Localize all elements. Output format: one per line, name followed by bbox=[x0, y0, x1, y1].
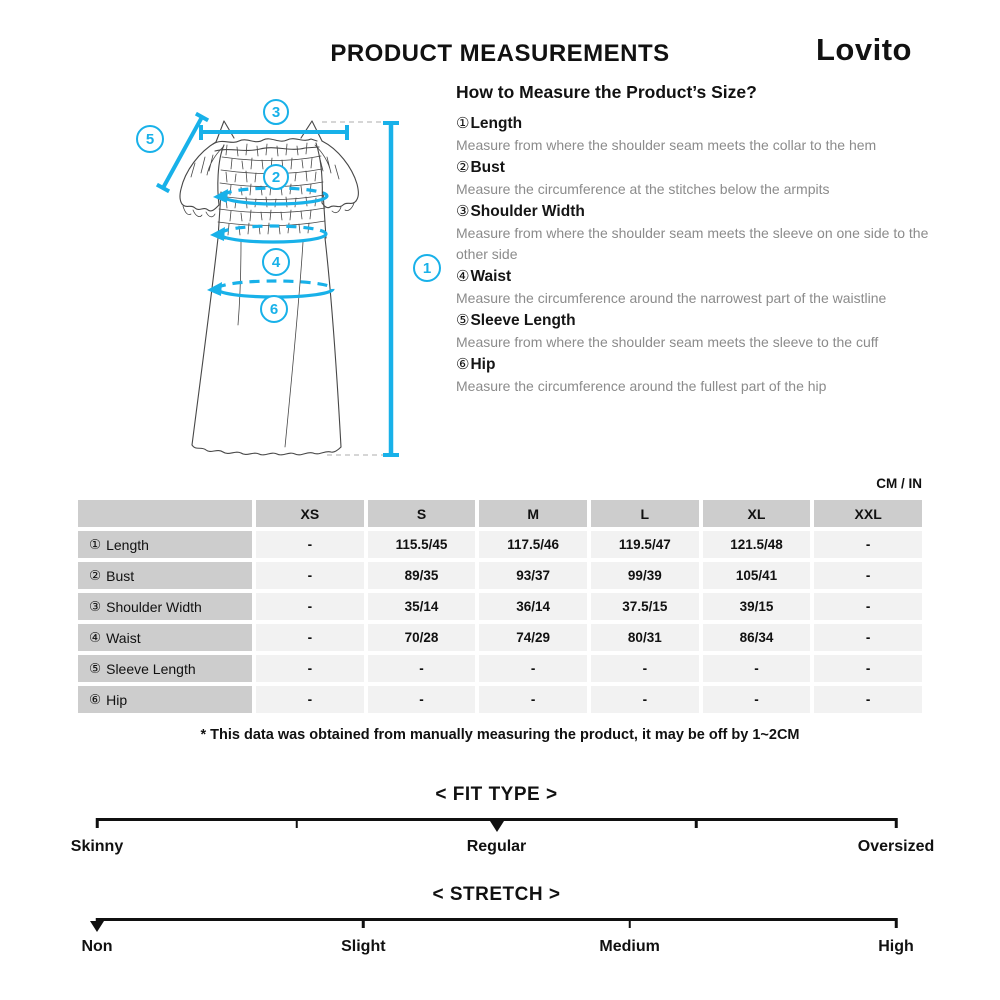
stretch-line bbox=[97, 918, 896, 921]
howto-item-description: Measure the circumference around the fullest part of the hip bbox=[456, 378, 827, 394]
howto-item-title bbox=[456, 200, 932, 223]
row-label-text: Shoulder Width bbox=[106, 598, 202, 615]
page-title: PRODUCT MEASUREMENTS bbox=[330, 40, 670, 67]
howto-item-label: Bust bbox=[470, 159, 505, 176]
row-number: ⑥ bbox=[89, 691, 102, 708]
cell-waist-xl: 86/34 bbox=[703, 624, 811, 651]
callout-number-1: 1 bbox=[422, 260, 432, 277]
stretch-label-slight: Slight bbox=[341, 938, 386, 955]
howto-item-description: Measure from where the shoulder seam meets the sleeve on one side to the other side bbox=[456, 225, 929, 262]
stretch-heading: < STRETCH > bbox=[432, 884, 561, 905]
row-label-text: Length bbox=[106, 536, 149, 553]
cell-length-xs: - bbox=[256, 531, 364, 558]
howto-item-label: Waist bbox=[470, 268, 512, 285]
howto-item-number: ④ bbox=[456, 267, 470, 285]
row-label-bust bbox=[78, 562, 252, 589]
row-label-text: Sleeve Length bbox=[106, 660, 196, 677]
callout-number-6: 6 bbox=[269, 301, 279, 318]
cell-length-xl: 121.5/48 bbox=[703, 531, 811, 558]
stretch-label-medium: Medium bbox=[599, 938, 660, 955]
howto-item-number: ⑥ bbox=[456, 355, 470, 373]
cell-sleeve-length-xs: - bbox=[256, 655, 364, 682]
units-label: CM / IN bbox=[876, 476, 922, 491]
cell-sleeve-length-m: - bbox=[479, 655, 587, 682]
cell-shoulder-width-xxl: - bbox=[814, 593, 922, 620]
column-header-xl: XL bbox=[703, 500, 811, 527]
fit-type-heading: < FIT TYPE > bbox=[435, 784, 558, 805]
howto-item-description: Measure the circumference at the stitches below the armpits bbox=[456, 181, 830, 197]
cell-length-l: 119.5/47 bbox=[591, 531, 699, 558]
cell-hip-s: - bbox=[368, 686, 476, 713]
callout-number-3: 3 bbox=[271, 104, 281, 121]
stretch-track bbox=[97, 918, 896, 931]
howto-item-number: ③ bbox=[456, 202, 470, 220]
cell-shoulder-width-l: 37.5/15 bbox=[591, 593, 699, 620]
row-label-text: Hip bbox=[106, 691, 128, 708]
stretch-end-cap bbox=[895, 918, 898, 928]
row-label-text: Bust bbox=[106, 567, 135, 584]
howto-item-description: Measure from where the shoulder seam meets the collar to the hem bbox=[456, 137, 877, 153]
howto-item-bust bbox=[456, 156, 932, 200]
cell-waist-m: 74/29 bbox=[479, 624, 587, 651]
cell-bust-xs: - bbox=[256, 562, 364, 589]
table-corner-cell bbox=[78, 500, 252, 527]
brand-logo: Lovito bbox=[816, 32, 912, 67]
row-number: ④ bbox=[89, 629, 102, 646]
cell-shoulder-width-xs: - bbox=[256, 593, 364, 620]
fit-type-label-regular: Regular bbox=[466, 838, 527, 855]
shoulder-width-line bbox=[201, 125, 347, 140]
howto-item-title bbox=[456, 353, 932, 376]
fit-type-label-oversized: Oversized bbox=[857, 838, 935, 855]
cell-length-m: 117.5/46 bbox=[479, 531, 587, 558]
howto-item-label: Shoulder Width bbox=[470, 203, 585, 220]
howto-section bbox=[456, 82, 932, 397]
stretch-tick bbox=[362, 918, 365, 928]
howto-item-sleeve-length bbox=[456, 309, 932, 353]
row-label-shoulder-width bbox=[78, 593, 252, 620]
cell-sleeve-length-xxl: - bbox=[814, 655, 922, 682]
cell-sleeve-length-l: - bbox=[591, 655, 699, 682]
cell-waist-xs: - bbox=[256, 624, 364, 651]
howto-list bbox=[456, 112, 932, 397]
cell-hip-xxl: - bbox=[814, 686, 922, 713]
fit-type-end-cap bbox=[895, 818, 898, 828]
cell-hip-xl: - bbox=[703, 686, 811, 713]
cell-bust-xl: 105/41 bbox=[703, 562, 811, 589]
fit-type-tick bbox=[695, 818, 698, 828]
footnote: * This data was obtained from manually measuring the product, it may be off by 1~2CM bbox=[200, 727, 800, 743]
callout-number-5: 5 bbox=[145, 131, 155, 148]
column-header-m: M bbox=[479, 500, 587, 527]
stretch-labels bbox=[81, 938, 914, 958]
howto-heading: How to Measure the Product’s Size? bbox=[456, 82, 757, 102]
howto-item-title bbox=[456, 265, 932, 288]
cell-bust-m: 93/37 bbox=[479, 562, 587, 589]
howto-item-label: Hip bbox=[470, 356, 496, 373]
cell-sleeve-length-xl: - bbox=[703, 655, 811, 682]
fit-type-label-skinny: Skinny bbox=[70, 838, 124, 855]
cell-bust-xxl: - bbox=[814, 562, 922, 589]
fit-type-tick bbox=[296, 818, 299, 828]
howto-item-description: Measure the circumference around the narrowest part of the waistline bbox=[456, 290, 887, 306]
fit-type-end-cap bbox=[96, 818, 99, 828]
cell-waist-s: 70/28 bbox=[368, 624, 476, 651]
howto-item-shoulder-width bbox=[456, 200, 932, 265]
howto-item-label: Length bbox=[470, 115, 523, 132]
howto-item-title bbox=[456, 309, 932, 332]
measurement-annotations bbox=[137, 100, 440, 455]
stretch-marker bbox=[90, 921, 104, 932]
cell-shoulder-width-xl: 39/15 bbox=[703, 593, 811, 620]
stretch-label-non: Non bbox=[81, 938, 113, 955]
row-label-waist bbox=[78, 624, 252, 651]
howto-item-hip bbox=[456, 353, 932, 397]
stretch-tick bbox=[628, 918, 631, 928]
cell-sleeve-length-s: - bbox=[368, 655, 476, 682]
fit-type-marker bbox=[490, 821, 504, 832]
howto-item-number: ⑤ bbox=[456, 311, 470, 329]
row-label-sleeve-length bbox=[78, 655, 252, 682]
fit-type-track bbox=[97, 818, 896, 831]
callout-number-2: 2 bbox=[271, 169, 281, 186]
column-header-l: L bbox=[591, 500, 699, 527]
howto-item-number: ② bbox=[456, 158, 470, 176]
dress-diagram bbox=[95, 85, 450, 475]
row-label-text: Waist bbox=[106, 629, 141, 646]
fit-type-scale bbox=[70, 784, 935, 858]
howto-item-number: ① bbox=[456, 114, 470, 132]
row-number: ③ bbox=[89, 598, 102, 615]
cell-hip-m: - bbox=[479, 686, 587, 713]
column-header-s: S bbox=[368, 500, 476, 527]
length-line bbox=[383, 123, 399, 455]
column-header-xxl: XXL bbox=[814, 500, 922, 527]
column-header-xs: XS bbox=[256, 500, 364, 527]
cell-bust-s: 89/35 bbox=[368, 562, 476, 589]
cell-bust-l: 99/39 bbox=[591, 562, 699, 589]
howto-item-description: Measure from where the shoulder seam meets the sleeve to the cuff bbox=[456, 334, 879, 350]
howto-item-length bbox=[456, 112, 932, 156]
cell-shoulder-width-s: 35/14 bbox=[368, 593, 476, 620]
cell-length-xxl: - bbox=[814, 531, 922, 558]
fit-type-labels bbox=[70, 838, 935, 858]
bust-ellipse bbox=[213, 188, 327, 204]
dress-illustration bbox=[95, 85, 450, 475]
row-number: ⑤ bbox=[89, 660, 102, 677]
cell-waist-l: 80/31 bbox=[591, 624, 699, 651]
size-table bbox=[78, 500, 922, 713]
cell-shoulder-width-m: 36/14 bbox=[479, 593, 587, 620]
row-number: ② bbox=[89, 567, 102, 584]
stretch-scale bbox=[81, 884, 914, 958]
hip-ellipse bbox=[207, 281, 333, 297]
howto-item-label: Sleeve Length bbox=[470, 312, 576, 329]
row-number: ① bbox=[89, 536, 102, 553]
cell-length-s: 115.5/45 bbox=[368, 531, 476, 558]
callout-number-4: 4 bbox=[271, 254, 281, 271]
howto-item-title bbox=[456, 112, 932, 135]
row-label-length bbox=[78, 531, 252, 558]
howto-item-title bbox=[456, 156, 932, 179]
cell-hip-xs: - bbox=[256, 686, 364, 713]
cell-hip-l: - bbox=[591, 686, 699, 713]
cell-waist-xxl: - bbox=[814, 624, 922, 651]
stretch-label-high: High bbox=[878, 938, 914, 955]
howto-item-waist bbox=[456, 265, 932, 309]
row-label-hip bbox=[78, 686, 252, 713]
